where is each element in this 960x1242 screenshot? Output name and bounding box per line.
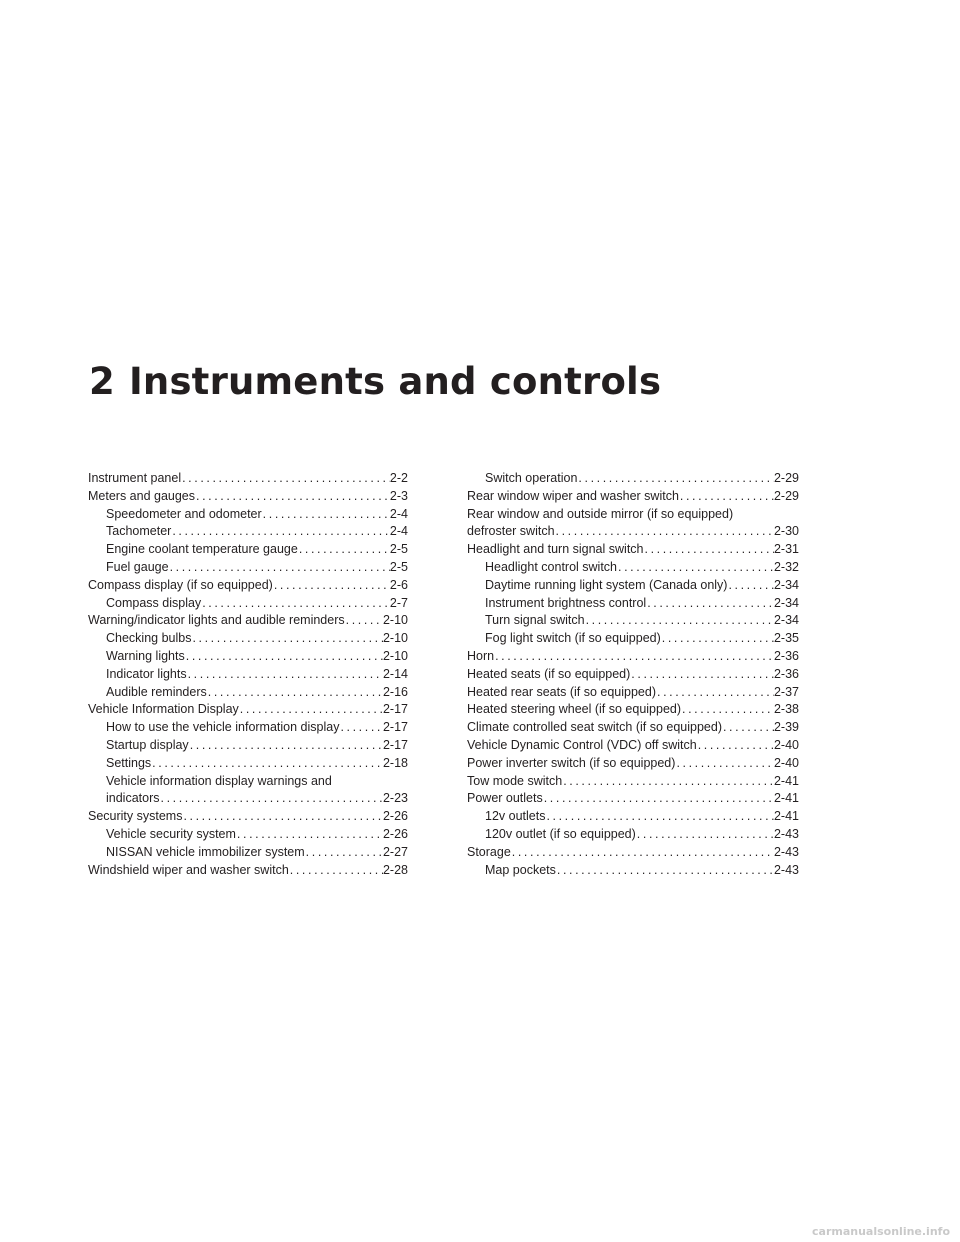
toc-entry[interactable] bbox=[88, 684, 408, 702]
toc-entry-page: 2-40 bbox=[773, 737, 799, 752]
toc-dot-leader bbox=[160, 790, 383, 808]
toc-dot-leader bbox=[289, 862, 383, 880]
toc-entry-page: 2-29 bbox=[773, 488, 799, 503]
toc-entry-page: 2-43 bbox=[773, 844, 799, 859]
toc-dot-leader bbox=[185, 648, 383, 666]
toc-entry-title: Heated rear seats (if so equipped) bbox=[467, 684, 656, 699]
toc-entry[interactable] bbox=[467, 862, 799, 880]
toc-entry-title: Compass display bbox=[106, 595, 202, 610]
toc-entry[interactable] bbox=[88, 630, 408, 648]
toc-dot-leader bbox=[585, 612, 774, 630]
toc-entry[interactable] bbox=[467, 719, 799, 737]
toc-entry-page: 2-18 bbox=[382, 755, 408, 770]
toc-entry-page: 2-43 bbox=[773, 862, 799, 877]
toc-dot-leader bbox=[494, 648, 774, 666]
toc-entry-page: 2-17 bbox=[382, 737, 408, 752]
toc-entry-page: 2-41 bbox=[773, 809, 799, 824]
toc-entry-title: Windshield wiper and washer switch bbox=[88, 862, 289, 877]
toc-dot-leader bbox=[182, 808, 383, 826]
toc-entry-page: 2-10 bbox=[382, 631, 408, 646]
toc-dot-leader bbox=[555, 523, 774, 541]
toc-entry-page: 2-17 bbox=[382, 720, 408, 735]
toc-entry-title: Tachometer bbox=[106, 524, 172, 539]
toc-entry-title: Rear window wiper and washer switch bbox=[467, 488, 679, 503]
toc-entry-page: 2-43 bbox=[773, 826, 799, 841]
toc-dot-leader bbox=[151, 755, 383, 773]
toc-entry[interactable] bbox=[467, 488, 799, 506]
toc-entry-title: Vehicle Information Display bbox=[88, 702, 239, 717]
toc-dot-leader bbox=[562, 773, 774, 791]
toc-dot-leader bbox=[195, 488, 390, 506]
toc-dot-leader bbox=[305, 844, 383, 862]
toc-dot-leader bbox=[201, 595, 390, 613]
toc-entry-title: Warning lights bbox=[106, 648, 185, 663]
toc-dot-leader bbox=[189, 737, 383, 755]
toc-dot-leader bbox=[273, 577, 390, 595]
toc-entry-title: Instrument brightness control bbox=[485, 595, 647, 610]
toc-entry-page: 2-34 bbox=[773, 613, 799, 628]
toc-entry-title: 12v outlets bbox=[485, 809, 546, 824]
toc-entry[interactable] bbox=[467, 826, 799, 844]
toc-dot-leader bbox=[171, 523, 390, 541]
toc-entry[interactable] bbox=[467, 666, 799, 684]
toc-entry[interactable] bbox=[88, 648, 408, 666]
toc-entry-page: 2-40 bbox=[773, 755, 799, 770]
toc-entry[interactable] bbox=[88, 844, 408, 862]
toc-entry-page: 2-27 bbox=[382, 844, 408, 859]
toc-entry-title: Tow mode switch bbox=[467, 773, 563, 788]
toc-entry-page: 2-4 bbox=[389, 506, 408, 521]
toc-dot-leader bbox=[675, 755, 774, 773]
toc-entry-page: 2-38 bbox=[773, 702, 799, 717]
toc-entry-title: Switch operation bbox=[485, 471, 578, 485]
toc-entry-page: 2-36 bbox=[773, 666, 799, 681]
toc-entry-title: Headlight and turn signal switch bbox=[467, 542, 644, 557]
toc-entry-title: Daytime running light system (Canada only) bbox=[485, 577, 728, 592]
toc-entry-title: Headlight control switch bbox=[485, 559, 618, 574]
toc-dot-leader bbox=[545, 808, 774, 826]
toc-entry-title: How to use the vehicle information display bbox=[106, 720, 340, 735]
toc-dot-leader bbox=[630, 666, 774, 684]
toc-entry-page: 2-30 bbox=[773, 524, 799, 539]
toc-entry-title: Turn signal switch bbox=[485, 613, 585, 628]
toc-entry[interactable] bbox=[88, 719, 408, 737]
toc-entry-title: Heated seats (if so equipped) bbox=[467, 666, 631, 681]
toc-entry[interactable] bbox=[467, 808, 799, 826]
watermark: carmanualsonline.info bbox=[812, 1225, 950, 1238]
toc-dot-leader bbox=[511, 844, 774, 862]
toc-entry[interactable] bbox=[88, 755, 408, 773]
toc-entry-title: defroster switch bbox=[467, 524, 555, 539]
toc-entry-page: 2-23 bbox=[382, 791, 408, 806]
toc-entry-title: Indicator lights bbox=[106, 666, 187, 681]
toc-entry[interactable] bbox=[88, 612, 408, 630]
toc-dot-leader bbox=[298, 541, 390, 559]
toc-entry[interactable] bbox=[88, 666, 408, 684]
toc-entry[interactable] bbox=[467, 737, 799, 755]
toc-right-column bbox=[467, 470, 799, 879]
toc-entry-title: indicators bbox=[106, 791, 160, 806]
toc-dot-leader bbox=[236, 826, 383, 844]
toc-entry[interactable] bbox=[88, 506, 408, 524]
chapter-title bbox=[89, 360, 661, 403]
toc-entry-page: 2-5 bbox=[389, 559, 408, 574]
toc-dot-leader bbox=[617, 559, 774, 577]
toc-entry-page: 2-7 bbox=[389, 595, 408, 610]
toc-entry-title: Power inverter switch (if so equipped) bbox=[467, 755, 676, 770]
toc-entry-title: Heated steering wheel (if so equipped) bbox=[467, 702, 682, 717]
toc-dot-leader bbox=[191, 630, 383, 648]
toc-entry[interactable] bbox=[88, 523, 408, 541]
toc-entry-page: 2-6 bbox=[389, 577, 408, 592]
toc-entry-page: 2-29 bbox=[773, 471, 799, 485]
toc-entry-page: 2-39 bbox=[773, 720, 799, 735]
toc-dot-leader bbox=[543, 790, 774, 808]
toc-entry-page: 2-36 bbox=[773, 648, 799, 663]
toc-entry-page: 2-35 bbox=[773, 631, 799, 646]
toc-entry[interactable] bbox=[88, 808, 408, 826]
toc-entry-page: 2-41 bbox=[773, 791, 799, 806]
toc-entry[interactable] bbox=[88, 559, 408, 577]
toc-dot-leader bbox=[556, 862, 774, 880]
toc-entry[interactable] bbox=[467, 559, 799, 577]
toc-entry-title-line: Rear window and outside mirror (if so equipped) bbox=[467, 506, 734, 521]
chapter-title-text: Instruments and controls bbox=[128, 360, 662, 403]
toc-entry[interactable] bbox=[467, 595, 799, 613]
toc-entry[interactable] bbox=[88, 470, 408, 488]
toc-dot-leader bbox=[681, 701, 774, 719]
toc-dot-leader bbox=[679, 488, 774, 506]
toc-entry-title: Compass display (if so equipped) bbox=[88, 577, 273, 592]
toc-entry-page: 2-14 bbox=[382, 666, 408, 681]
toc-entry-title: Startup display bbox=[106, 737, 189, 752]
toc-entry-title: Storage bbox=[467, 844, 511, 859]
toc-entry[interactable] bbox=[467, 630, 799, 648]
toc-entry[interactable] bbox=[467, 648, 799, 666]
toc-entry[interactable] bbox=[467, 470, 799, 488]
toc-entry-title: 120v outlet (if so equipped) bbox=[485, 826, 636, 841]
toc-left-column bbox=[88, 470, 408, 879]
toc-entry-title: Checking bulbs bbox=[106, 631, 192, 646]
toc-entry-page: 2-32 bbox=[773, 559, 799, 574]
toc-entry-title: Settings bbox=[106, 755, 152, 770]
toc-entry-page: 2-34 bbox=[773, 577, 799, 592]
toc-entry[interactable] bbox=[88, 862, 408, 880]
toc-entry[interactable] bbox=[88, 577, 408, 595]
toc-entry-page: 2-10 bbox=[382, 648, 408, 663]
toc-dot-leader bbox=[239, 701, 383, 719]
toc-entry-page: 2-10 bbox=[382, 613, 408, 628]
toc-entry[interactable] bbox=[467, 612, 799, 630]
toc-entry-page: 2-16 bbox=[382, 684, 408, 699]
toc-entry[interactable] bbox=[88, 541, 408, 559]
toc-entry-page: 2-26 bbox=[382, 809, 408, 824]
toc-entry-page: 2-26 bbox=[382, 826, 408, 841]
toc-dot-leader bbox=[646, 595, 774, 613]
toc-entry[interactable] bbox=[467, 577, 799, 595]
toc-dot-leader bbox=[345, 612, 383, 630]
toc-entry-page: 2-31 bbox=[773, 542, 799, 557]
toc-entry-page: 2-5 bbox=[389, 542, 408, 557]
toc-dot-leader bbox=[169, 559, 390, 577]
toc-entry[interactable] bbox=[88, 488, 408, 506]
toc-dot-leader bbox=[181, 470, 390, 488]
toc-entry[interactable] bbox=[88, 737, 408, 755]
toc-dot-leader bbox=[722, 719, 774, 737]
toc-entry-page: 2-28 bbox=[382, 862, 408, 877]
toc-entry-page: 2-41 bbox=[773, 773, 799, 788]
toc-entry[interactable] bbox=[467, 506, 799, 542]
toc-dot-leader bbox=[339, 719, 383, 737]
toc-entry-page: 2-17 bbox=[382, 702, 408, 717]
toc-entry-title: NISSAN vehicle immobilizer system bbox=[106, 844, 305, 859]
toc-dot-leader bbox=[262, 506, 390, 524]
toc-dot-leader bbox=[644, 541, 774, 559]
chapter-number: 2 bbox=[89, 360, 115, 403]
toc-entry[interactable] bbox=[467, 844, 799, 862]
toc-dot-leader bbox=[187, 666, 383, 684]
toc-entry-title: Power outlets bbox=[467, 791, 543, 806]
toc-entry[interactable] bbox=[467, 755, 799, 773]
toc-dot-leader bbox=[656, 684, 774, 702]
toc-entry[interactable] bbox=[467, 684, 799, 702]
toc-entry-title: Speedometer and odometer bbox=[106, 506, 262, 521]
toc-entry-title: Vehicle Dynamic Control (VDC) off switch bbox=[467, 737, 697, 752]
toc-entry[interactable] bbox=[467, 773, 799, 791]
toc-entry-title: Warning/indicator lights and audible reminders bbox=[88, 613, 345, 628]
toc-entry[interactable] bbox=[467, 701, 799, 719]
toc-entry[interactable] bbox=[88, 701, 408, 719]
toc-entry[interactable] bbox=[88, 826, 408, 844]
toc-dot-leader bbox=[636, 826, 774, 844]
toc-dot-leader bbox=[697, 737, 774, 755]
toc-entry-title: Fuel gauge bbox=[106, 559, 169, 574]
toc-dot-leader bbox=[661, 630, 774, 648]
toc-entry-title: Instrument panel bbox=[88, 471, 182, 485]
toc-entry[interactable] bbox=[88, 595, 408, 613]
toc-entry-title: Map pockets bbox=[485, 862, 556, 877]
toc-entry-title: Audible reminders bbox=[106, 684, 207, 699]
toc-entry-title-line: Vehicle information display warnings and bbox=[106, 773, 332, 788]
toc-entry-title: Engine coolant temperature gauge bbox=[106, 542, 298, 557]
toc-entry-page: 2-37 bbox=[773, 684, 799, 699]
toc-dot-leader bbox=[207, 684, 383, 702]
toc-entry-title: Meters and gauges bbox=[88, 488, 196, 503]
toc-entry-title: Vehicle security system bbox=[106, 826, 236, 841]
toc-entry-page: 2-2 bbox=[389, 471, 408, 485]
toc-entry[interactable] bbox=[467, 790, 799, 808]
toc-entry-title: Climate controlled seat switch (if so equipped) bbox=[467, 720, 722, 735]
toc-entry-title: Horn bbox=[467, 648, 495, 663]
toc-entry-page: 2-3 bbox=[389, 488, 408, 503]
toc-entry-title: Security systems bbox=[88, 809, 183, 824]
toc-dot-leader bbox=[577, 470, 774, 488]
toc-entry[interactable] bbox=[88, 773, 408, 809]
toc-entry-page: 2-34 bbox=[773, 595, 799, 610]
toc-dot-leader bbox=[727, 577, 774, 595]
toc-entry-title: Fog light switch (if so equipped) bbox=[485, 631, 661, 646]
toc-entry-page: 2-4 bbox=[389, 524, 408, 539]
toc-entry[interactable] bbox=[467, 541, 799, 559]
